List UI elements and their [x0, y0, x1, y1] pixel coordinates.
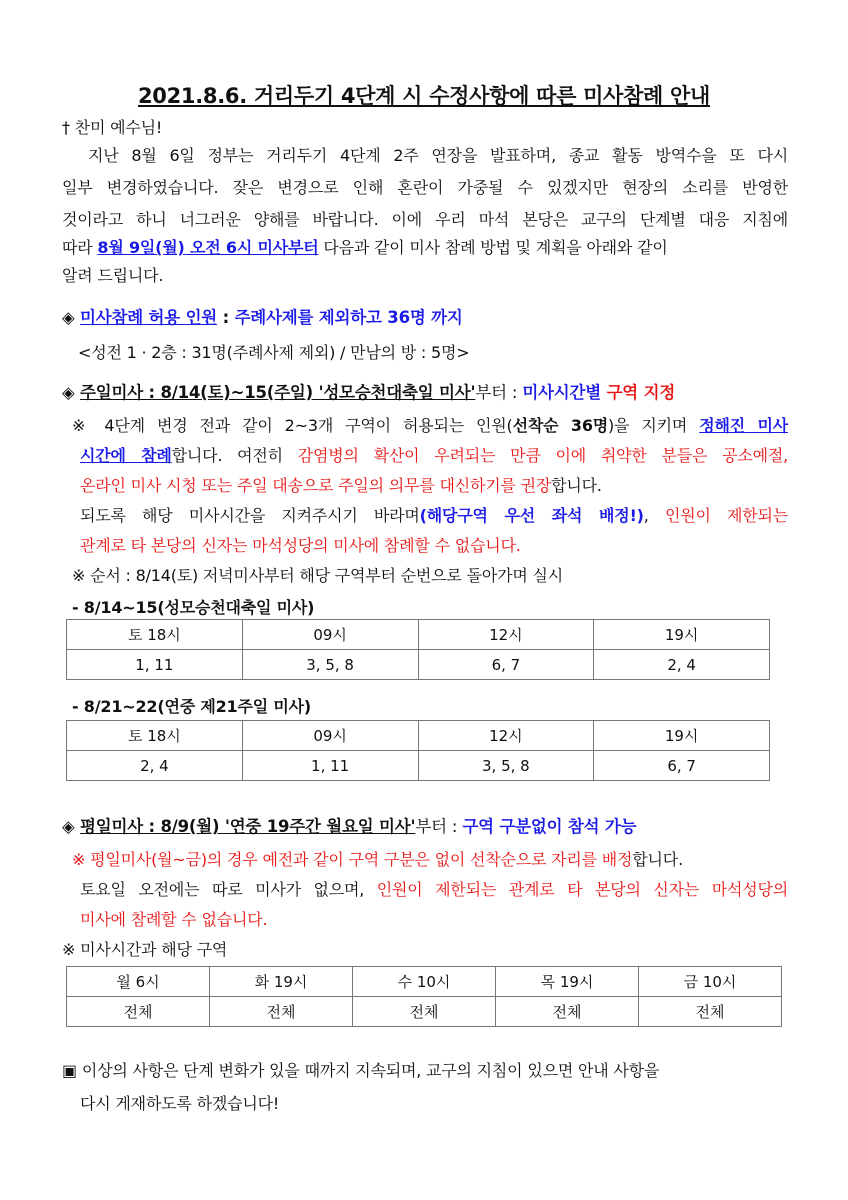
- sunday-note-1-fixed-time: 정해진 미사: [699, 416, 789, 435]
- capacity-detail: <성전 1 · 2층 : 31명(주례사제 제외) / 만남의 방 : 5명>: [78, 343, 470, 362]
- sunday-note-2-warning: 감염병의 확산이 우려되는 만큼 이에 취약한 분들은 공소예절,: [297, 446, 788, 465]
- sunday-note-4-limited: 인원이 제한되는: [664, 506, 788, 525]
- sunday-note-5: 관계로 타 본당의 신자는 마석성당의 미사에 참례할 수 없습니다.: [80, 536, 521, 555]
- diamond-bullet-icon: ◈: [62, 383, 75, 402]
- table-cell: 전체: [639, 997, 782, 1027]
- weekday-heading-main: 평일미사 : 8/9(월) '연중 19주간 월요일 미사': [80, 817, 416, 836]
- table-cell: 전체: [210, 997, 353, 1027]
- table-cell: 1, 11: [242, 751, 418, 781]
- sunday-note-4-priority-seat: (해당구역 우선 좌석 배정!): [419, 506, 644, 525]
- greeting: † 찬미 예수님!: [62, 118, 163, 137]
- sunday-note-3-recommend: 온라인 미사 시청 또는 주일 대송으로 주일의 의무를 대신하기를 권장: [80, 476, 552, 495]
- weekday-note-3: 미사에 참례할 수 없습니다.: [80, 910, 268, 929]
- table-cell: 3, 5, 8: [418, 751, 594, 781]
- sunday-note-4-a: 되도록 해당 미사시간을 지켜주시기 바라며: [80, 506, 420, 525]
- table-row: [67, 620, 770, 650]
- sunday-note-4-comma: ,: [643, 506, 665, 525]
- table-row: [67, 967, 782, 997]
- table-cell: 09시: [242, 721, 418, 751]
- sunday-note-2: [80, 446, 788, 466]
- sunday-note-2-attend: 시간에 참례: [80, 446, 172, 465]
- weekday-heading-open: 구역 구분없이 참석 가능: [462, 817, 637, 836]
- weekday-note-2: [80, 880, 788, 900]
- table-cell: 19시: [594, 620, 770, 650]
- intro-line-5: 알려 드립니다.: [62, 266, 164, 285]
- sunday-note-2-b: 합니다. 여전히: [171, 446, 298, 465]
- capacity-label: 미사참례 허용 인원: [80, 308, 218, 327]
- diamond-bullet-icon: ◈: [62, 308, 75, 327]
- table-cell: 12시: [418, 620, 594, 650]
- weekday-note-1-end: 합니다.: [632, 850, 683, 869]
- weekday-note-2-limited: 인원이 제한되는 관계로 타 본당의 신자는 마석성당의: [376, 880, 789, 899]
- table-cell: 전체: [353, 997, 496, 1027]
- table-row: [67, 650, 770, 680]
- weekday-note-2-a: 토요일 오전에는 따로 미사가 없으며,: [80, 880, 377, 899]
- table-cell: 19시: [594, 721, 770, 751]
- weekday-note-1-a: ※ 평일미사(월~금)의 경우 예전과 같이 구역 구분은 없이 선착순으로 자리를 배정: [72, 850, 633, 869]
- sunday-heading-from: 부터 :: [475, 383, 523, 402]
- weekday-schedule-table: [66, 966, 782, 1027]
- table-cell: 2, 4: [594, 650, 770, 680]
- week2-schedule-table: [66, 720, 770, 781]
- square-bullet-icon: ▣: [62, 1061, 77, 1080]
- table-cell: 6, 7: [594, 751, 770, 781]
- page-title: 2021.8.6. 거리두기 4단계 시 수정사항에 따른 미사참례 안내: [137, 84, 710, 108]
- table-cell: 목 19시: [496, 967, 639, 997]
- weekday-heading: [62, 816, 636, 838]
- weekday-heading-from: 부터 :: [415, 817, 463, 836]
- table-cell: 3, 5, 8: [242, 650, 418, 680]
- intro-line-4: [62, 238, 668, 258]
- table-cell: 화 19시: [210, 967, 353, 997]
- diamond-bullet-icon: ◈: [62, 817, 75, 836]
- closing-line-1-text: 이상의 사항은 단계 변화가 있을 때까지 지속되며, 교구의 지침이 있으면 안내 사항을: [81, 1061, 660, 1080]
- week1-label: - 8/14~15(성모승천대축일 미사): [72, 598, 315, 617]
- intro-line-3: 것이라고 하니 너그러운 양해를 바랍니다. 이에 우리 마석 본당은 교구의 단계별 대응 지침에: [62, 210, 788, 229]
- week1-schedule-table: [66, 619, 770, 680]
- sunday-note-3: [80, 476, 602, 496]
- weekday-note-1: [72, 850, 683, 870]
- capacity-colon: :: [217, 308, 235, 327]
- week2-label: - 8/21~22(연중 제21주일 미사): [72, 697, 311, 716]
- table-cell: 금 10시: [639, 967, 782, 997]
- sunday-note-1-first-come: 선착순 36명: [512, 416, 609, 435]
- intro-line-1: 지난 8월 6일 정부는 거리두기 4단계 2주 연장을 발표하며, 종교 활동 방역수을 또 다시: [88, 146, 788, 165]
- table-cell: 12시: [418, 721, 594, 751]
- sunday-heading-main: 주일미사 : 8/14(토)~15(주일) '성모승천대축일 미사': [80, 383, 476, 402]
- intro-line-4-post: 다음과 같이 미사 참례 방법 및 계획을 아래와 같이: [318, 238, 668, 257]
- table-cell: 전체: [67, 997, 210, 1027]
- intro-line-4-pre: 따라: [62, 238, 98, 257]
- table-cell: 토 18시: [67, 721, 243, 751]
- table-cell: 전체: [496, 997, 639, 1027]
- closing-line-1: [62, 1061, 659, 1081]
- sunday-note-4: [80, 506, 788, 526]
- capacity-heading: [62, 307, 463, 329]
- table-row: [67, 751, 770, 781]
- intro-line-2: 일부 변경하였습니다. 잦은 변경으로 인해 혼란이 가중될 수 있겠지만 현장의 소리를 반영한: [62, 178, 788, 197]
- closing-line-2: 다시 게재하도록 하겠습니다!: [80, 1094, 280, 1113]
- sunday-note-1: [72, 416, 788, 436]
- sunday-heading-by-time: 미사시간별: [522, 383, 607, 402]
- table-row: [67, 721, 770, 751]
- sunday-order-note: ※ 순서 : 8/14(토) 저녁미사부터 해당 구역부터 순번으로 돌아가며 실시: [72, 566, 563, 585]
- sunday-heading: [62, 382, 675, 404]
- table-cell: 토 18시: [67, 620, 243, 650]
- table-cell: 수 10시: [353, 967, 496, 997]
- table-cell: 6, 7: [418, 650, 594, 680]
- start-date-highlight: 8월 9일(월) 오전 6시 미사부터: [97, 238, 319, 257]
- sunday-heading-zone: 구역 지정: [606, 383, 676, 402]
- sunday-note-1-c: )을 지키며: [608, 416, 700, 435]
- table-cell: 09시: [242, 620, 418, 650]
- table-cell: 2, 4: [67, 751, 243, 781]
- sunday-note-1-a: ※ 4단계 변경 전과 같이 2~3개 구역이 허용되는 인원(: [72, 416, 513, 435]
- sunday-note-3-end: 합니다.: [551, 476, 602, 495]
- table-cell: 월 6시: [67, 967, 210, 997]
- table-row: [67, 997, 782, 1027]
- weekday-table-note: ※ 미사시간과 해당 구역: [62, 940, 228, 959]
- capacity-value: 주례사제를 제외하고 36명 까지: [234, 308, 463, 327]
- table-cell: 1, 11: [67, 650, 243, 680]
